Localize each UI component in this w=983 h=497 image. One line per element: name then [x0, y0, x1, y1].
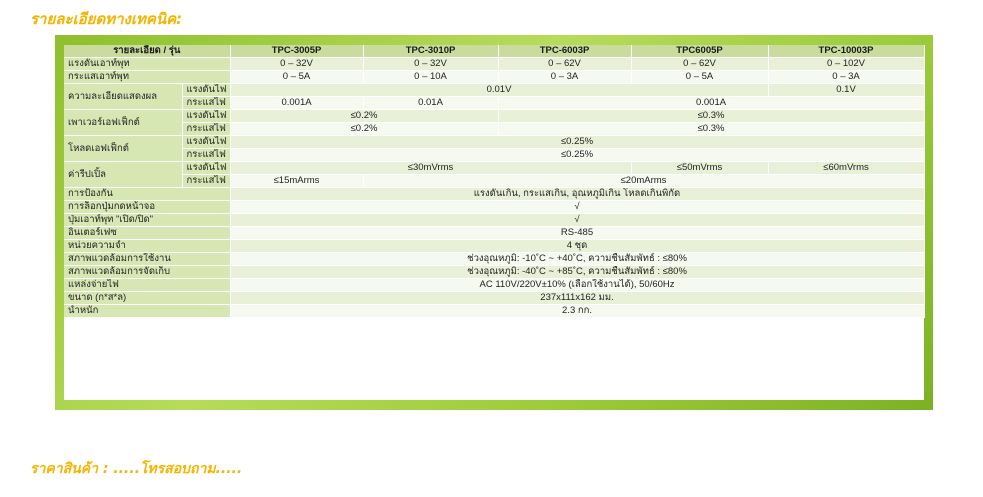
table-row — [64, 97, 924, 110]
sub-label: แรงดันไฟ — [182, 136, 230, 149]
row-label: น้ำหนัก — [64, 305, 230, 318]
cell-value: 0 – 32V — [230, 58, 363, 71]
row-label: การป้องกัน — [64, 188, 230, 201]
section-heading: รายละเอียดทางเทคนิค: — [30, 10, 183, 28]
table-row — [64, 123, 924, 136]
table-row — [64, 305, 924, 318]
table-row — [64, 136, 924, 149]
row-label: ความละเอียดแสดงผล — [64, 84, 182, 110]
cell-value: 0.001A — [498, 97, 924, 110]
cell-value: 0.001A — [230, 97, 363, 110]
row-label: แหล่งจ่ายไฟ — [64, 279, 230, 292]
spec-table-container — [64, 45, 924, 400]
row-label: ขนาด (ก*ส*ล) — [64, 292, 230, 305]
cell-value: 0.01A — [363, 97, 498, 110]
table-row — [64, 175, 924, 188]
cell-value: 0 – 102V — [768, 58, 924, 71]
table-row — [64, 58, 924, 71]
sub-label: กระแสไฟ — [182, 175, 230, 188]
check-mark: √ — [230, 201, 924, 214]
row-label: หน่วยความจำ — [64, 240, 230, 253]
table-row — [64, 240, 924, 253]
cell-value: 0 – 62V — [498, 58, 631, 71]
cell-value: 4 ชุด — [230, 240, 924, 253]
table-row — [64, 188, 924, 201]
cell-value: ≤0.2% — [230, 110, 498, 123]
cell-value: ≤0.2% — [230, 123, 498, 136]
header-model-3: TPC-6003P — [498, 45, 631, 58]
cell-value: 0.01V — [230, 84, 768, 97]
cell-value: ช่วงอุณหภูมิ: -10˚C ~ +40˚C, ความชื้นสัมพัทธ์ : ≤80% — [230, 253, 924, 266]
cell-value: AC 110V/220V±10% (เลือกใช้งานได้), 50/60Hz — [230, 279, 924, 292]
spec-table-frame — [55, 35, 933, 410]
cell-value: 0.1V — [768, 84, 924, 97]
cell-value: 237x111x162 มม. — [230, 292, 924, 305]
spec-table — [64, 45, 925, 318]
row-label: โหลดเอฟเฟ็กต์ — [64, 136, 182, 162]
sub-label: แรงดันไฟ — [182, 110, 230, 123]
price-text: ราคาสินค้า : .....โทรสอบถาม..... — [30, 461, 243, 477]
cell-value: 0 – 3A — [768, 71, 924, 84]
sub-label: กระแสไฟ — [182, 123, 230, 136]
cell-value: แรงดันเกิน, กระแสเกิน, อุณหภูมิเกิน โหลดเกินพิกัด — [230, 188, 924, 201]
cell-value: ≤0.3% — [498, 123, 924, 136]
sub-label: แรงดันไฟ — [182, 84, 230, 97]
table-row — [64, 266, 924, 279]
row-label: สภาพแวดล้อมการใช้งาน — [64, 253, 230, 266]
cell-value: 0 – 10A — [363, 71, 498, 84]
row-label: สภาพแวดล้อมการจัดเก็บ — [64, 266, 230, 279]
table-row — [64, 253, 924, 266]
table-row — [64, 149, 924, 162]
table-row — [64, 162, 924, 175]
check-mark: √ — [230, 214, 924, 227]
cell-value: ≤50mVrms — [631, 162, 768, 175]
cell-value: ≤30mVrms — [230, 162, 631, 175]
cell-value: ≤20mArms — [363, 175, 924, 188]
row-label: ค่ารีปเปิ้ล — [64, 162, 182, 188]
row-label: ปุ่มเอาท์พุท "เปิด/ปิด" — [64, 214, 230, 227]
header-detail-model: รายละเอียด / รุ่น — [64, 45, 230, 58]
sub-label: กระแสไฟ — [182, 149, 230, 162]
cell-value: 2.3 กก. — [230, 305, 924, 318]
sub-label: กระแสไฟ — [182, 97, 230, 110]
table-row — [64, 227, 924, 240]
table-row — [64, 110, 924, 123]
cell-value: ≤15mArms — [230, 175, 363, 188]
cell-value: 0 – 62V — [631, 58, 768, 71]
cell-value: ≤0.25% — [230, 136, 924, 149]
cell-value: ช่วงอุณหภูมิ: -40˚C ~ +85˚C, ความชื้นสัมพัทธ์ : ≤80% — [230, 266, 924, 279]
table-row — [64, 279, 924, 292]
row-label: เพาเวอร์เอฟเฟ็กต์ — [64, 110, 182, 136]
sub-label: แรงดันไฟ — [182, 162, 230, 175]
cell-value: ≤0.25% — [230, 149, 924, 162]
cell-value: 0 – 3A — [498, 71, 631, 84]
table-header-row — [64, 45, 924, 58]
cell-value: 0 – 5A — [230, 71, 363, 84]
row-label: การล็อกปุ่มกดหน้าจอ — [64, 201, 230, 214]
row-label: กระแสเอาท์พุท — [64, 71, 230, 84]
cell-value: RS-485 — [230, 227, 924, 240]
table-row — [64, 201, 924, 214]
table-row — [64, 292, 924, 305]
table-row — [64, 71, 924, 84]
header-model-2: TPC-3010P — [363, 45, 498, 58]
row-label: อินเตอร์เฟซ — [64, 227, 230, 240]
cell-value: ≤0.3% — [498, 110, 924, 123]
header-model-4: TPC6005P — [631, 45, 768, 58]
cell-value: 0 – 32V — [363, 58, 498, 71]
row-label: แรงดันเอาท์พุท — [64, 58, 230, 71]
cell-value: 0 – 5A — [631, 71, 768, 84]
table-row — [64, 84, 924, 97]
cell-value: ≤60mVrms — [768, 162, 924, 175]
header-model-1: TPC-3005P — [230, 45, 363, 58]
header-model-5: TPC-10003P — [768, 45, 924, 58]
table-row — [64, 214, 924, 227]
